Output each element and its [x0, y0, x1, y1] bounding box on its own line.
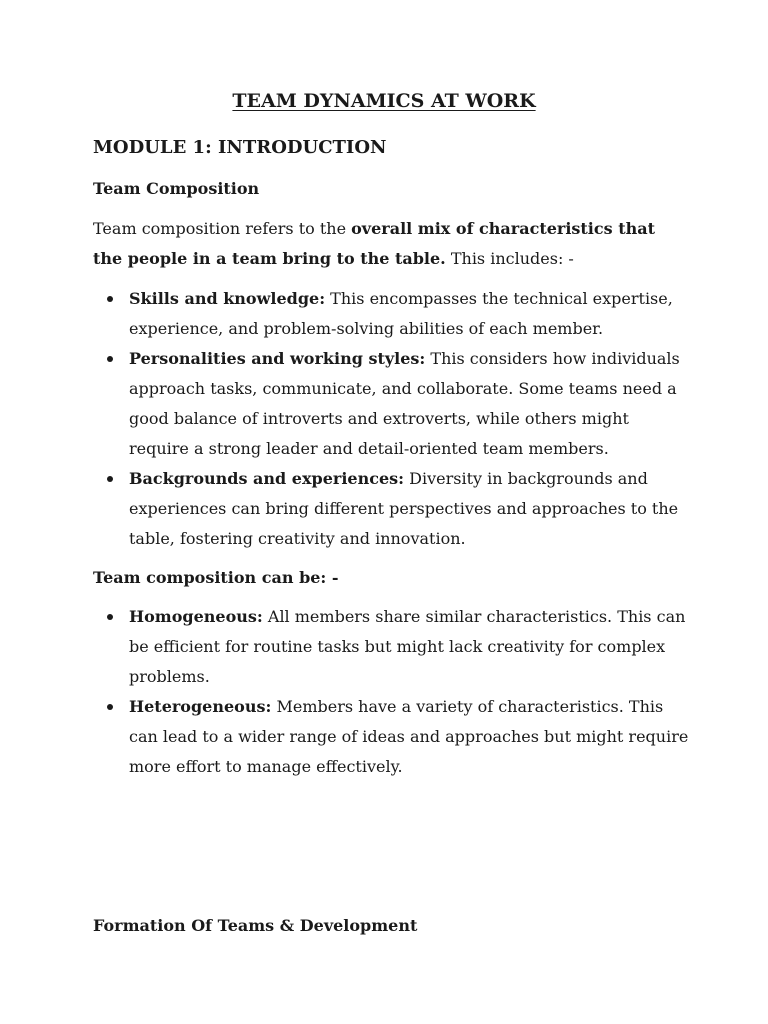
- bullet-icon: [107, 476, 113, 482]
- list-item-text: All members share similar characteristics. This can be efficient for routine tasks but might lack creativity for complex problems.: [129, 607, 686, 686]
- section-heading-team-composition: Team Composition: [93, 179, 260, 198]
- list-item-text: This considers how individuals approach tasks, communicate, and collaborate. Some teams need a good balance of introverts and extroverts, while others might require a strong leader and detail-oriented team members.: [129, 349, 680, 458]
- list-item: [93, 692, 693, 782]
- list-item-text: Members have a variety of characteristics. This can lead to a wider range of ideas and approaches but might require more effort to manage effectively.: [129, 697, 689, 776]
- module-heading: MODULE 1: INTRODUCTION: [93, 137, 387, 158]
- list-item-text: This encompasses the technical expertise, experience, and problem-solving abilities of each member.: [129, 289, 673, 338]
- list-item: [93, 464, 693, 554]
- list-item: [93, 602, 693, 692]
- list-item-term: Personalities and working styles:: [129, 349, 426, 368]
- bullet-icon: [107, 296, 113, 302]
- list-item: [93, 344, 693, 464]
- intro-bold: overall mix of characteristics that the people in a team bring to the table.: [93, 219, 655, 268]
- intro-suffix: This includes: -: [445, 249, 574, 268]
- list-item-text: Diversity in backgrounds and experiences can bring different perspectives and approaches to the table, fostering creativity and innovation.: [129, 469, 679, 548]
- bullet-icon: [107, 356, 113, 362]
- section-heading-formation: Formation Of Teams & Development: [93, 916, 418, 935]
- document-title: TEAM DYNAMICS AT WORK: [232, 90, 536, 112]
- list-item-term: Homogeneous:: [129, 607, 263, 626]
- composition-list: [93, 284, 693, 554]
- bullet-icon: [107, 614, 113, 620]
- list-item-term: Skills and knowledge:: [129, 289, 326, 308]
- bullet-icon: [107, 704, 113, 710]
- list-item-term: Backgrounds and experiences:: [129, 469, 405, 488]
- list-item: [93, 284, 693, 344]
- intro-prefix: Team composition refers to the: [93, 219, 352, 238]
- composition-types-list: [93, 602, 693, 782]
- list-item-term: Heterogeneous:: [129, 697, 272, 716]
- intro-paragraph: [93, 214, 683, 274]
- section-heading-composition-types: Team composition can be: -: [93, 568, 339, 587]
